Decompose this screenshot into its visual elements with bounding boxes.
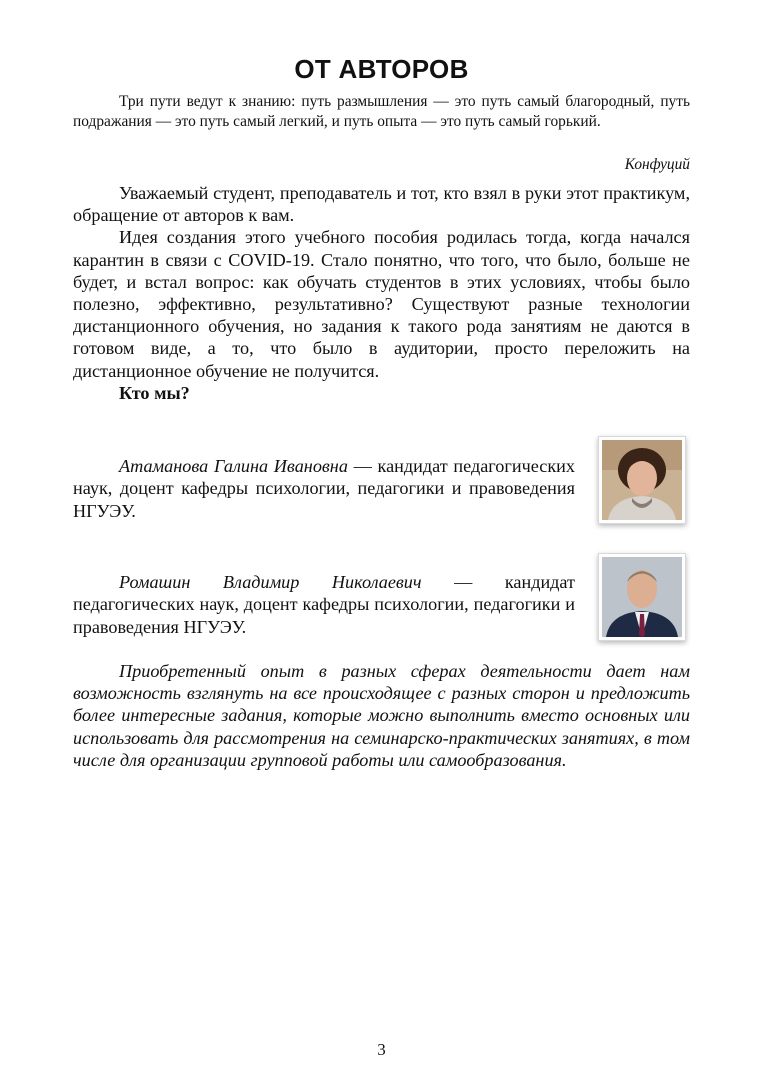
intro-text (73, 182, 690, 404)
epigraph-text: Три пути ведут к знанию: путь размышления — это путь самый благородный, путь подражания — это путь самый легкий, и путь опыта — это путь самый горький. (73, 93, 690, 130)
page-number: 3 (377, 1040, 386, 1059)
who-heading: Кто мы? (119, 382, 190, 403)
author-photo (598, 436, 686, 524)
author-block (73, 455, 575, 522)
author-block (73, 571, 575, 638)
author-portrait-image (602, 440, 682, 520)
page-title: ОТ АВТОРОВ (294, 54, 469, 84)
author-name: Ромашин Владимир Николаевич (119, 572, 422, 592)
paragraph: Приобретенный опыт в разных сферах деятельности дает нам возможность взглянуть на все происходящее с разных сторон и предложить более интересные задания, которые можно выполнить вместо основных или использовать для рассмотрения на семинарско-практических занятиях, в том числе для организации групповой работы или самообразования. (73, 661, 690, 770)
closing-text (73, 660, 690, 771)
author-description: — кандидат педагогических наук, доцент кафедры психологии, педагогики и правоведения НГУЭУ. (73, 572, 575, 637)
author-name: Атаманова Галина Ивановна (119, 456, 348, 476)
author-description: — кандидат педагогических наук, доцент кафедры психологии, педагогики и правоведения НГУЭУ. (73, 456, 575, 521)
paragraph: Уважаемый студент, преподаватель и тот, кто взял в руки этот практикум, обращение от авторов к вам. (73, 183, 690, 226)
epigraph-author: Конфуций (624, 156, 690, 173)
author-photo (598, 553, 686, 641)
paragraph: Идея создания этого учебного пособия родилась тогда, когда начался карантин в связи с COVID-19. Стало понятно, что того, что было, больше не будет, и встал вопрос: как обучать студентов в этих условиях, чтобы было полезно, эффективно, результативно? Существуют разные технологии дистанционного обучения, но задания к такого рода занятиям не даются в готовом виде, а то, что было в аудитории, просто переложить на дистанционное обучение не получится. (73, 227, 690, 381)
author-portrait-image (602, 557, 682, 637)
epigraph (73, 92, 690, 132)
